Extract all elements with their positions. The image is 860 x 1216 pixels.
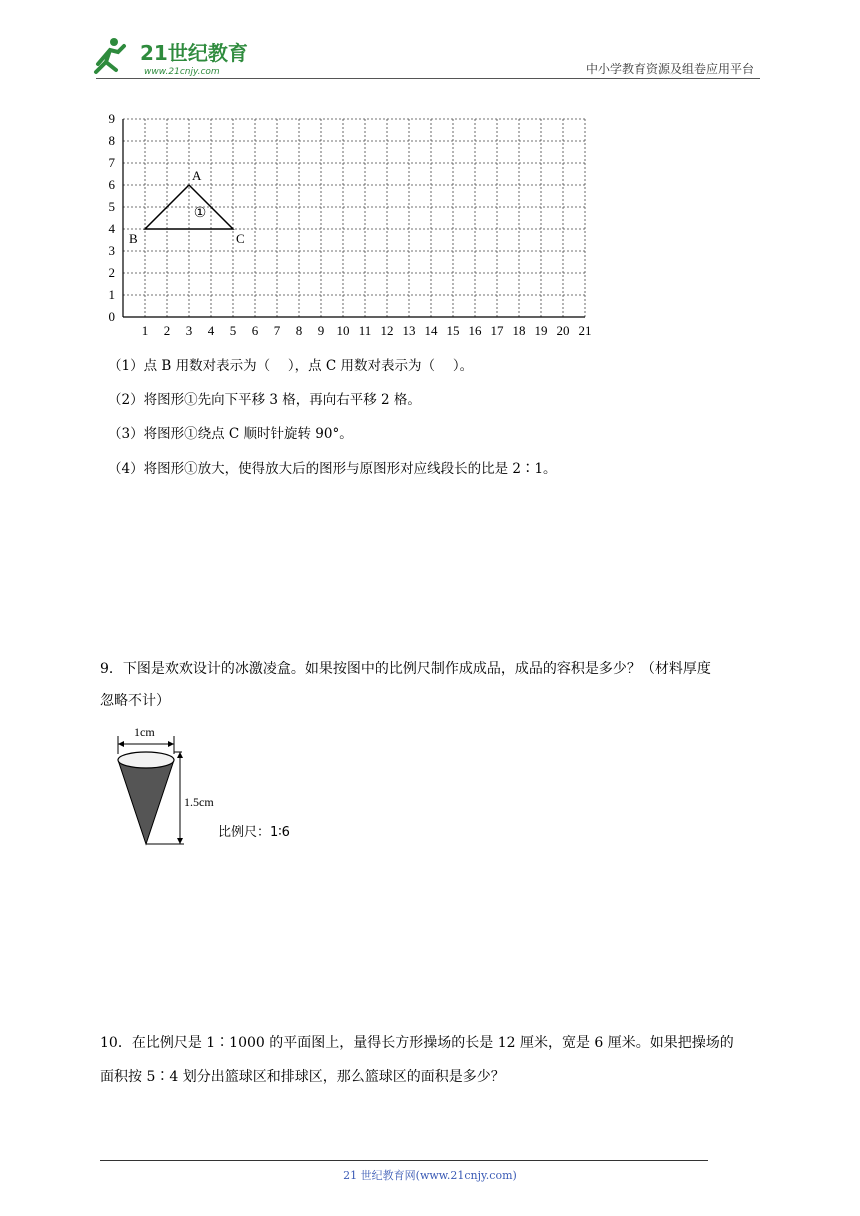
logo-url: www.21cnjy.com — [144, 67, 220, 77]
x-tick-label: 7 — [273, 323, 281, 338]
x-tick-label: 16 — [468, 323, 482, 338]
q10-text-line1: 10．在比例尺是 1∶1000 的平面图上，量得长方形操场的长是 12 厘米，宽是 6 厘米。如果把操场的 — [100, 1035, 734, 1051]
x-tick-label: 4 — [207, 323, 215, 338]
y-tick-label: 2 — [108, 265, 115, 280]
q9-text-line1: 9．下图是欢欢设计的冰激凌盒。如果按图中的比例尺制作成成品，成品的容积是多少？（材料厚度 — [100, 661, 711, 677]
x-tick-label: 2 — [163, 323, 171, 338]
x-tick-label: 13 — [402, 323, 416, 338]
x-tick-label: 19 — [534, 323, 548, 338]
point-c-label: C — [236, 231, 245, 246]
cone-figure — [108, 720, 328, 850]
q9-text-line2: 忽略不计） — [100, 693, 170, 709]
cone-body — [118, 760, 174, 844]
logo-title: 21世纪教育 — [140, 41, 248, 65]
q8-part4: （4）将图形①放大，使得放大后的图形与原图形对应线段长的比是 2∶1。 — [108, 461, 557, 477]
shape-label: ① — [193, 204, 207, 221]
q8-part1: （1）点 B 用数对表示为（ ），点 C 用数对表示为（ ）。 — [108, 358, 474, 374]
x-tick-label: 1 — [141, 323, 149, 338]
y-tick-label: 7 — [108, 155, 115, 170]
y-tick-label: 3 — [108, 243, 115, 258]
x-tick-label: 9 — [317, 323, 325, 338]
footer-divider — [100, 1160, 708, 1161]
point-b-label: B — [129, 231, 138, 246]
x-tick-label: 15 — [446, 323, 460, 338]
runner-logo-icon — [96, 38, 124, 72]
x-tick-label: 11 — [358, 323, 372, 338]
x-tick-label: 10 — [336, 323, 350, 338]
y-tick-label: 5 — [108, 199, 115, 214]
point-a-label: A — [192, 168, 202, 183]
y-tick-label: 8 — [108, 133, 115, 148]
q10-text-line2: 面积按 5∶4 划分出篮球区和排球区，那么篮球区的面积是多少？ — [100, 1069, 505, 1085]
x-tick-label: 18 — [512, 323, 526, 338]
y-tick-label: 4 — [108, 221, 115, 236]
header-divider — [96, 78, 760, 79]
x-tick-label: 14 — [424, 323, 438, 338]
footer-text: 21 世纪教育网(www.21cnjy.com) — [343, 1169, 517, 1182]
x-tick-label: 21 — [578, 323, 592, 338]
y-tick-label: 6 — [108, 177, 115, 192]
scale-label: 比例尺：1∶6 — [218, 825, 290, 840]
header-platform-text: 中小学教育资源及组卷应用平台 — [585, 62, 754, 76]
x-tick-label: 17 — [490, 323, 504, 338]
x-tick-label: 5 — [229, 323, 237, 338]
coordinate-grid — [100, 104, 610, 340]
q8-part2: （2）将图形①先向下平移 3 格，再向右平移 2 格。 — [108, 392, 421, 408]
q8-part3: （3）将图形①绕点 C 顺时针旋转 90°。 — [108, 426, 353, 442]
site-logo — [92, 34, 292, 80]
x-tick-label: 6 — [251, 323, 259, 338]
dim-top-label: 1cm — [134, 725, 155, 739]
y-tick-label: 1 — [108, 287, 115, 302]
cone-top-ellipse — [118, 752, 174, 768]
dim-side-label: 1.5cm — [184, 795, 214, 809]
x-tick-label: 12 — [380, 323, 394, 338]
y-tick-label: 9 — [108, 111, 115, 126]
x-tick-label: 20 — [556, 323, 570, 338]
x-tick-label: 8 — [295, 323, 303, 338]
x-tick-label: 3 — [185, 323, 193, 338]
y-tick-label: 0 — [108, 309, 115, 324]
